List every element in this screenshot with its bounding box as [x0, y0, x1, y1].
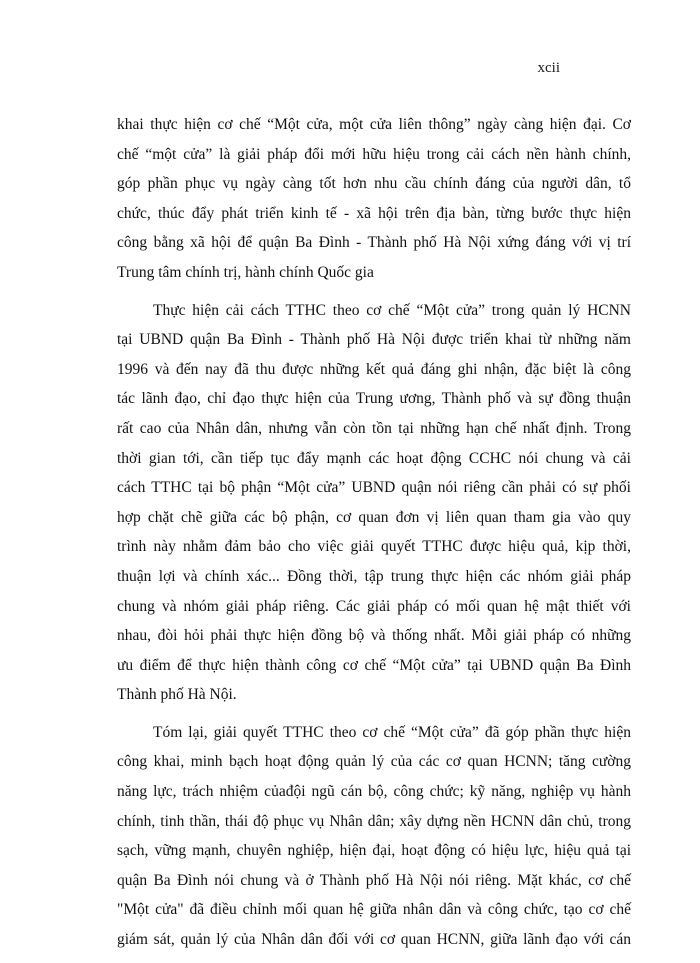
text-line: Tóm lại, giải quyết TTHC theo cơ chế “Một cửa” đã góp phần thực hiện — [153, 723, 631, 741]
text-line: "Một cửa" đã điều chỉnh mối quan hệ giữa nhân dân và công chức, tạo cơ chế — [117, 901, 631, 919]
text-line: quận Ba Đình nói chung và ở Thành phố Hà Nội nói riêng. Mặt khác, cơ chế — [117, 871, 631, 889]
text-line: hợp chặt chẽ giữa các bộ phận, cơ quan đơn vị liên quan tham gia vào quy — [117, 508, 631, 526]
text-line: năng lực, trách nhiệm củađội ngũ cán bộ, công chức; kỹ năng, nghiệp vụ hành — [117, 783, 631, 801]
text-line: sạch, vững mạnh, chuyên nghiệp, hiện đại, hoạt động có hiệu lực, hiệu quả tại — [117, 842, 631, 860]
text-line: chung và nhóm giải pháp riêng. Các giải pháp có mối quan hệ mật thiết với — [117, 597, 631, 615]
text-line: tác lãnh đạo, chỉ đạo thực hiện của Trung ương, Thành phố và sự đồng thuận — [117, 390, 631, 408]
body-text — [117, 110, 631, 963]
text-line: ưu điểm để thực hiện thành công cơ chế “Một cửa” tại UBND quận Ba Đình — [117, 656, 631, 674]
text-line: cách TTHC tại bộ phận “Một cửa” UBND quận nói riêng cần phải có sự phối — [117, 479, 631, 497]
text-line: góp phần phục vụ ngày càng tốt hơn nhu cầu chính đáng của người dân, tổ — [117, 175, 631, 193]
text-line: thuận lợi và chính xác... Đồng thời, tập trung thực hiện các nhóm giải pháp — [117, 567, 631, 585]
paragraph-1 — [117, 110, 631, 288]
text-line: thời gian tới, cần tiếp tục đẩy mạnh các hoạt động CCHC nói chung và cải — [117, 449, 631, 467]
text-line: 1996 và đến nay đã thu được những kết quả đáng ghi nhận, đặc biệt là công — [117, 360, 631, 378]
text-line: nhau, đòi hỏi phải thực hiện đồng bộ và thống nhất. Mỗi giải pháp có những — [117, 627, 631, 645]
text-line: tại UBND quận Ba Đình - Thành phố Hà Nội được triển khai từ những năm — [117, 331, 631, 349]
text-line: Trung tâm chính trị, hành chính Quốc gia — [117, 263, 374, 281]
page-number: xcii — [537, 60, 560, 76]
text-line: giám sát, quản lý của Nhân dân đối với cơ quan HCNN, giữa lãnh đạo với cán — [117, 931, 631, 949]
text-line: khai thực hiện cơ chế “Một cửa, một cửa liên thông” ngày càng hiện đại. Cơ — [117, 116, 631, 133]
text-line: công khai, minh bạch hoạt động quản lý của các cơ quan HCNN; tăng cường — [117, 753, 631, 771]
text-line: rất cao của Nhân dân, nhưng vẫn còn tồn tại những hạn chế nhất định. Trong — [117, 419, 631, 437]
text-line: công bằng xã hội để quận Ba Đình - Thành phố Hà Nội xứng đáng với vị trí — [117, 234, 631, 252]
text-line: chế “một cửa” là giải pháp đổi mới hữu hiệu trong cải cách nền hành chính, — [117, 145, 631, 163]
paragraph-3 — [117, 718, 631, 955]
text-line: chức, thúc đẩy phát triển kinh tế - xã hội trên địa bàn, từng bước thực hiện — [117, 204, 631, 222]
text-line: trình này nhằm đảm bảo cho việc giải quyết TTHC được hiệu quả, kịp thời, — [117, 538, 631, 556]
text-line: chính, tinh thần, thái độ phục vụ Nhân dân; xây dựng nền HCNN dân chủ, trong — [117, 812, 631, 830]
paragraph-2 — [117, 296, 631, 710]
text-line: Thực hiện cải cách TTHC theo cơ chế “Một cửa” trong quản lý HCNN — [153, 301, 631, 319]
text-line: Thành phố Hà Nội. — [117, 686, 237, 704]
